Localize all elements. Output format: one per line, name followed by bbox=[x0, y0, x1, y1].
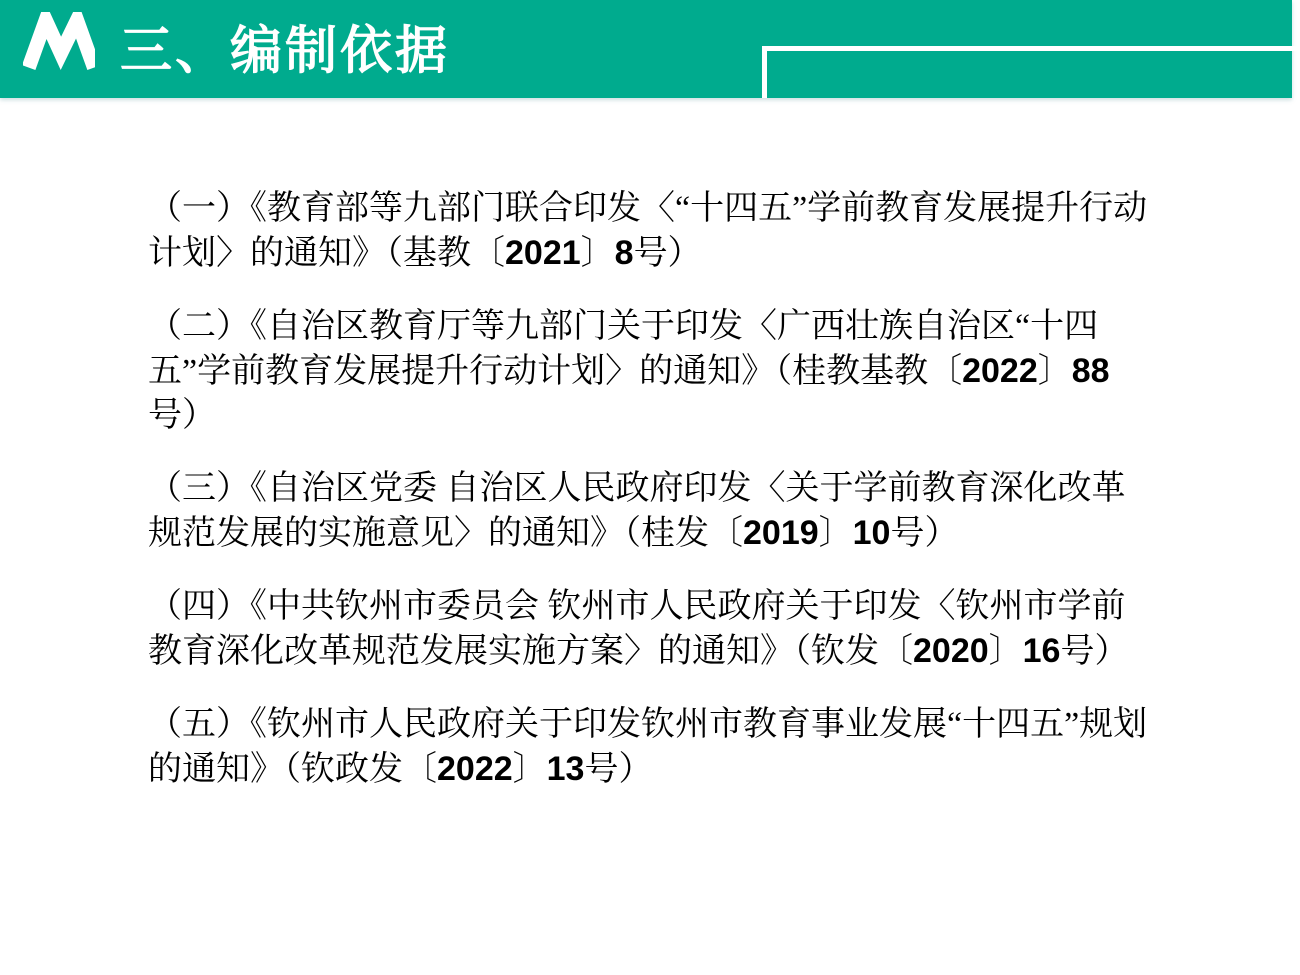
reference-paragraph-4: （四）《中共钦州市委员会 钦州市人民政府关于印发〈钦州市学前教育深化改革规范发展实施方案〉的通知》（钦发〔2020〕16号） bbox=[148, 588, 1129, 670]
slide-header bbox=[0, 0, 1292, 98]
reference-paragraph-3: （三）《自治区党委 自治区人民政府印发〈关于学前教育深化改革规范发展的实施意见〉的通知》（桂发〔2019〕10号） bbox=[148, 470, 1126, 552]
header-corner-line bbox=[762, 46, 1300, 98]
reference-paragraph-2: （二）《自治区教育厅等九部门关于印发〈广西壮族自治区“十四五”学前教育发展提升行动计划〉的通知》（桂教基教〔2022〕88号） bbox=[148, 308, 1110, 434]
page-title: 三、编制依据 bbox=[120, 22, 451, 81]
m-zigzag-logo-icon bbox=[23, 12, 95, 72]
reference-paragraph-5: （五）《钦州市人民政府关于印发钦州市教育事业发展“十四五”规划的通知》（钦政发〔2022〕13号） bbox=[148, 706, 1148, 788]
reference-list bbox=[148, 98, 1158, 821]
reference-paragraph-1: （一）《教育部等九部门联合印发〈“十四五”学前教育发展提升行动计划〉的通知》（基教〔2021〕8号） bbox=[148, 190, 1148, 272]
